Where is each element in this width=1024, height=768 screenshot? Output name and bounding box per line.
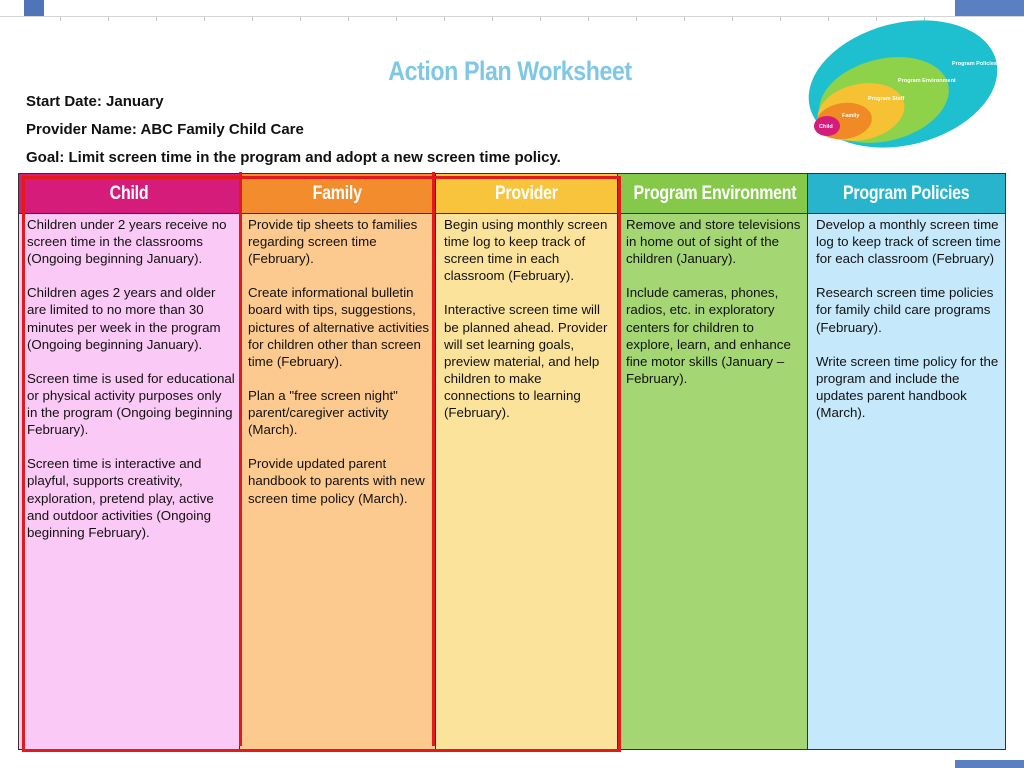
slide-corner-tab-left — [24, 0, 44, 16]
list-item: Children under 2 years receive no screen time in the classrooms (Ongoing beginning January). — [27, 217, 227, 267]
slide-corner-tab-right — [955, 0, 1024, 16]
logo-label-policies: Program Policies — [952, 61, 997, 67]
logo-label-family: Family — [842, 113, 860, 119]
start-date: Start Date: January — [26, 93, 164, 110]
list-item: Screen time is interactive and playful, supports creativity, exploration, pretend play, active and outdoor activities (Ongoing beginning February). — [27, 456, 214, 540]
goal: Goal: Limit screen time in the program and adopt a new screen time policy. — [26, 149, 561, 166]
list-item: Begin using monthly screen time log to keep track of screen time in each classroom (February). — [444, 217, 608, 284]
highlight-frame-divider-family — [236, 172, 242, 746]
highlight-frame-outer — [22, 176, 621, 752]
list-item: Research screen time policies for family child care programs (February). — [816, 285, 994, 335]
list-item: Interactive screen time will be planned ahead. Provider will set learning goals, preview material, and help children to make connections to learning (February). — [444, 302, 608, 421]
list-item: Write screen time policy for the program and include the updates parent handbook (March). — [816, 353, 999, 421]
column-title: Child — [109, 183, 149, 204]
highlight-frame-divider-provider — [432, 172, 438, 746]
column-header — [808, 174, 1005, 214]
column-body — [808, 214, 1005, 421]
list-item: Provide tip sheets to families regarding screen time (February). — [248, 217, 418, 267]
list-item: Children ages 2 years and older are limited to no more than 30 minutes per week in the program (Ongoing beginning January). — [27, 285, 221, 352]
column-title: Program Policies — [843, 183, 970, 204]
column-program-policies — [807, 173, 1006, 750]
worksheet-title: Action Plan Worksheet — [388, 56, 632, 86]
column-program-environment — [617, 173, 808, 750]
list-item: Remove and store televisions in home out of sight of the children (January). — [626, 217, 801, 267]
logo-label-staff: Program Staff — [868, 96, 905, 102]
column-title: Program Environment — [633, 183, 797, 204]
list-item: Plan a "free screen night" parent/caregiver activity (March). — [248, 387, 398, 438]
list-item: Develop a monthly screen time log to keep track of screen time for each classroom (February) — [816, 217, 1001, 267]
column-title: Provider — [495, 183, 558, 204]
list-item: Provide updated parent handbook to parents with new screen time policy (March). — [248, 456, 425, 506]
logo-label-child: Child — [819, 124, 833, 130]
nested-ecosystem-logo — [806, 20, 1000, 148]
list-item: Include cameras, phones, radios, etc. in exploratory centers for children to explore, learn, and enhance fine motor skills (January – February). — [626, 285, 791, 386]
column-header — [618, 174, 807, 214]
list-item: Create informational bulletin board with tips, suggestions, pictures of alternative activities for children other than screen time (February). — [248, 285, 430, 369]
provider-name: Provider Name: ABC Family Child Care — [26, 121, 304, 138]
column-title: Family — [312, 183, 363, 204]
logo-label-environment: Program Environment — [898, 78, 956, 84]
column-body — [618, 214, 807, 387]
list-item: Screen time is used for educational or physical activity purposes only in the program (Ongoing beginning February). — [27, 370, 235, 438]
slide-corner-tab-bottom — [955, 760, 1024, 768]
